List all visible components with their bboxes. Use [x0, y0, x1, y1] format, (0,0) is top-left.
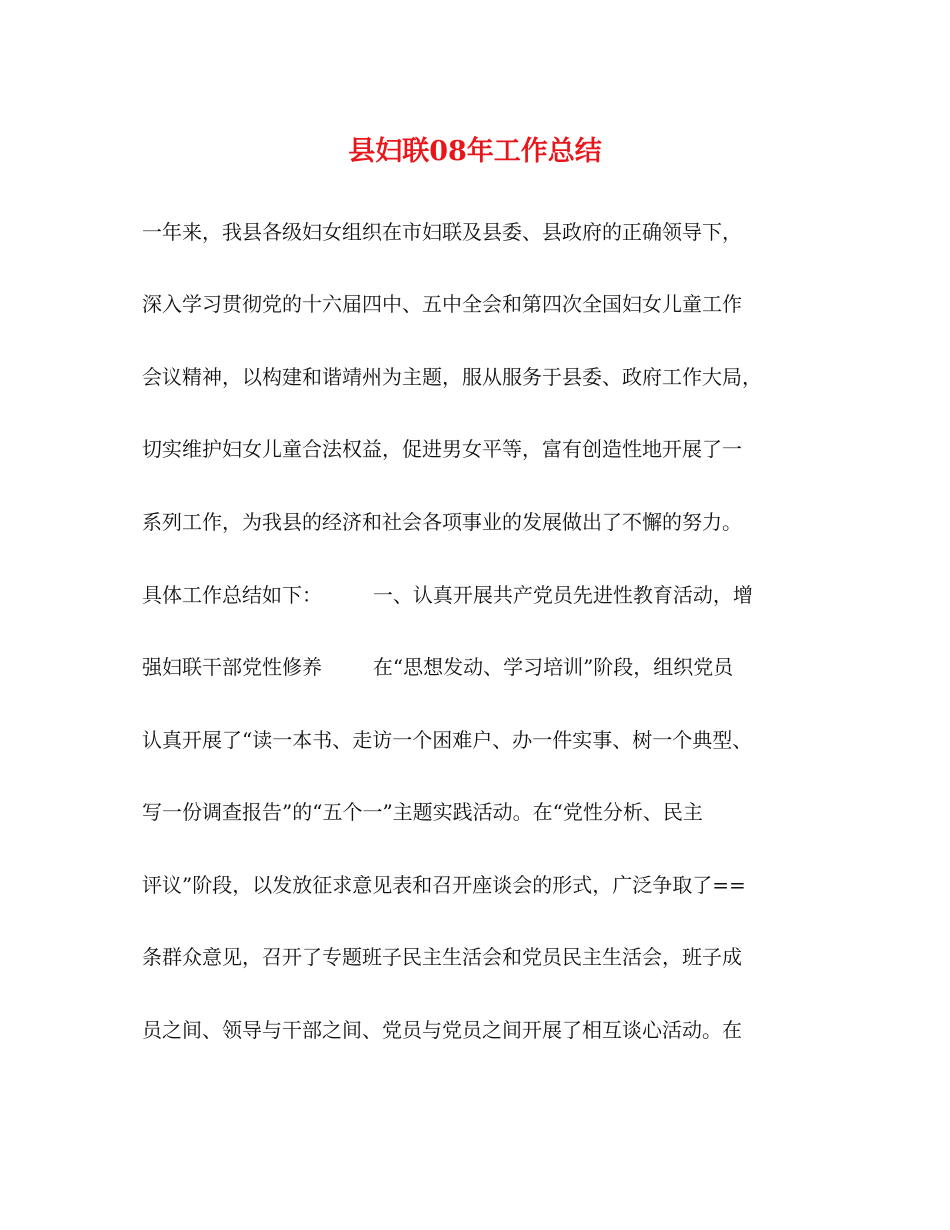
body-line-11: 条群众意见，召开了专题班子民主生活会和党员民主生活会，班子成: [142, 945, 742, 969]
body-line-1: 一年来，我县各级妇女组织在市妇联及县委、县政府的正确领导下，: [142, 220, 742, 244]
body-line-6: 具体工作总结如下： 一、认真开展共产党员先进性教育活动，增: [142, 583, 753, 607]
document-title: 县妇联08年工作总结: [348, 136, 602, 167]
body-line-4: 切实维护妇女儿童合法权益，促进男女平等，富有创造性地开展了一: [142, 437, 742, 461]
body-line-2: 深入学习贯彻党的十六届四中、五中全会和第四次全国妇女儿童工作: [142, 292, 742, 316]
body-line-8: 认真开展了“读一本书、走访一个困难户、办一件实事、树一个典型、: [142, 728, 753, 752]
body-line-9: 写一份调查报告”的“五个一”主题实践活动。在“党性分析、民主: [142, 800, 703, 824]
body-line-5: 系列工作，为我县的经济和社会各项事业的发展做出了不懈的努力。: [142, 510, 742, 534]
body-line-12: 员之间、领导与干部之间、党员与党员之间开展了相互谈心活动。在: [142, 1018, 742, 1042]
body-line-3: 会议精神，以构建和谐靖州为主题，服从服务于县委、政府工作大局，: [142, 365, 762, 389]
body-line-10: 评议”阶段，以发放征求意见表和召开座谈会的形式，广泛争取了==: [142, 873, 746, 897]
body-line-7: 强妇联干部党性修养 在“思想发动、学习培训”阶段，组织党员: [142, 655, 734, 679]
